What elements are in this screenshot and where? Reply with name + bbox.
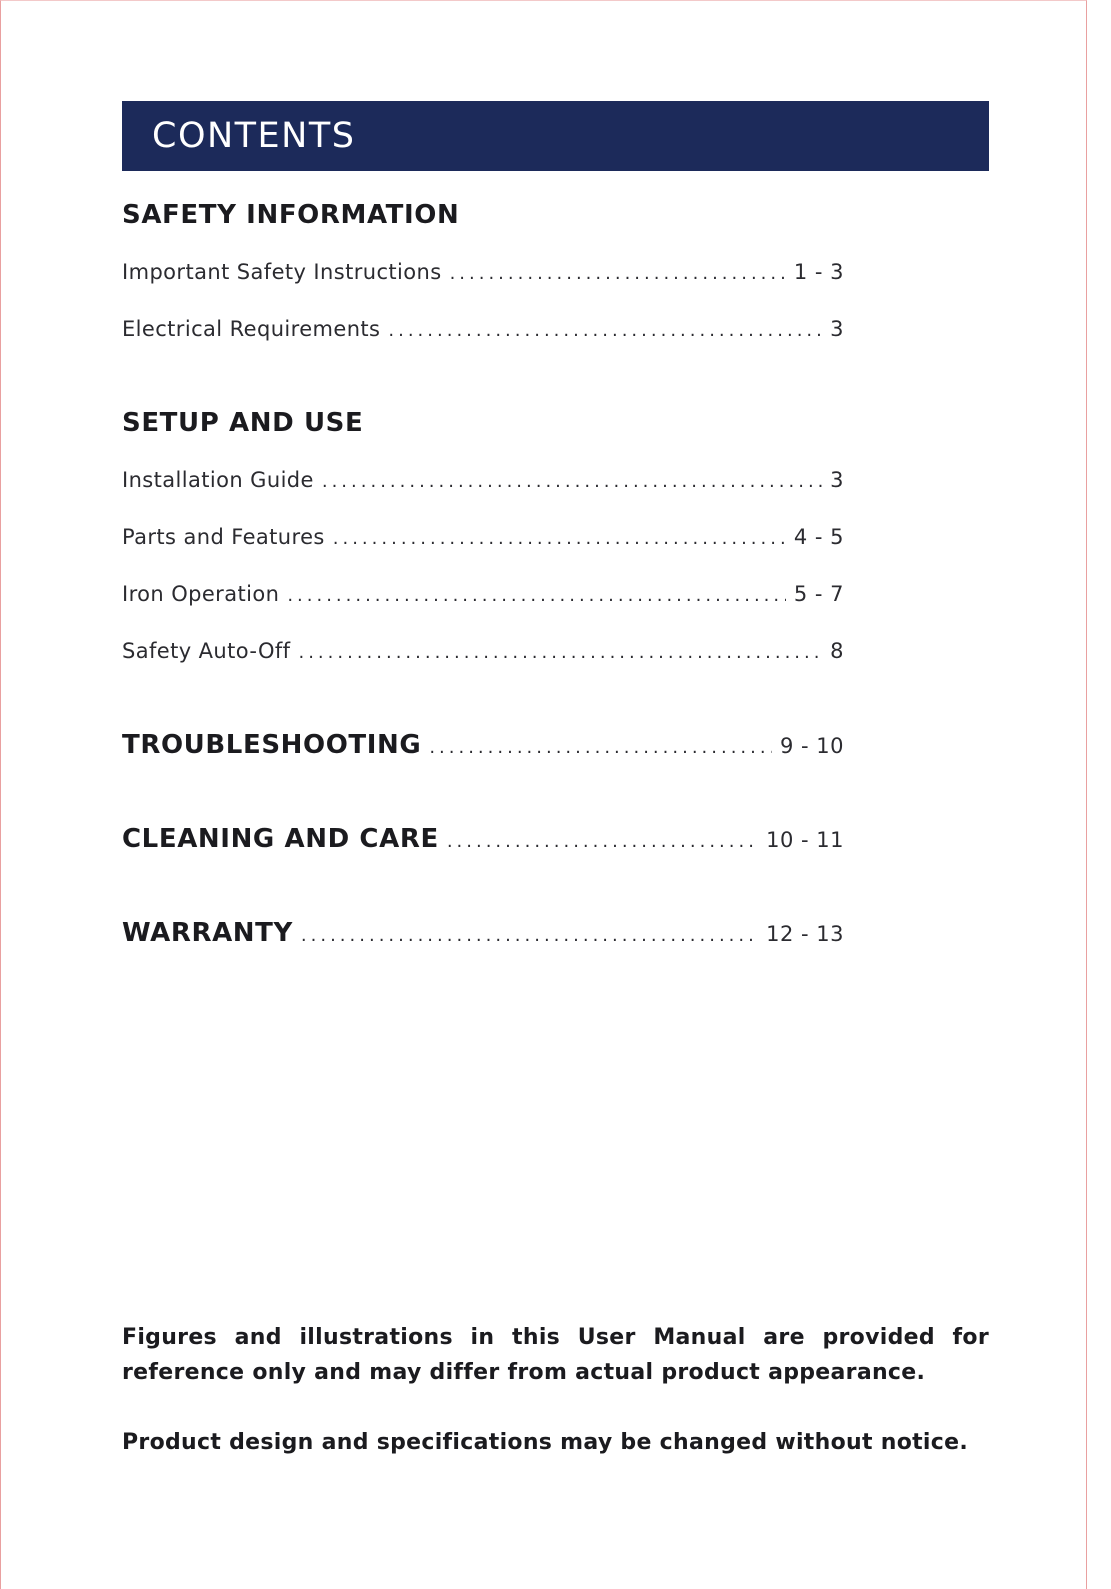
dot-leader [333,528,786,549]
toc-entry-page: 9 - 10 [779,734,844,758]
dot-leader [450,263,786,284]
toc-entry-page: 3 [830,317,844,341]
toc-entry-safety-auto-off[interactable] [122,639,844,663]
toc-entry-label: Electrical Requirements [122,317,381,341]
section-heading-safety-information: SAFETY INFORMATION [122,200,460,230]
toc-entry-label: Important Safety Instructions [122,260,442,284]
toc-entry-installation-guide[interactable] [122,468,844,492]
section-heading-setup-and-use: SETUP AND USE [122,408,364,438]
toc-entry-page: 5 - 7 [793,582,844,606]
toc-entry-label: TROUBLESHOOTING [122,730,422,760]
toc-entry-page: 12 - 13 [766,922,844,946]
toc-entry-label: Parts and Features [122,525,325,549]
toc-entry-label: Safety Auto-Off [122,639,291,663]
specifications-notice: Product design and specifications may be changed without notice. [122,1430,968,1455]
toc-entry-page: 4 - 5 [793,525,844,549]
toc-entry-electrical-requirements[interactable] [122,317,844,341]
toc-entry-page: 3 [830,468,844,492]
contents-banner [122,101,989,171]
toc-entry-iron-operation[interactable] [122,582,844,606]
toc-entry-page: 1 - 3 [793,260,844,284]
toc-entry-troubleshooting[interactable] [122,730,844,760]
dot-leader [429,737,772,758]
dot-leader [287,585,786,606]
dot-leader [322,471,822,492]
toc-entry-cleaning-and-care[interactable] [122,824,844,854]
dot-leader [298,642,822,663]
toc-entry-label: Installation Guide [122,468,314,492]
toc-entry-warranty[interactable] [122,918,844,948]
dot-leader [447,831,758,852]
dot-leader [301,925,758,946]
toc-entry-important-safety-instructions[interactable] [122,260,844,284]
dot-leader [388,320,822,341]
toc-entry-label: WARRANTY [122,918,293,948]
toc-entry-page: 10 - 11 [766,828,844,852]
disclaimer-note: Figures and illustrations in this User Manual are provided for reference only and may differ from actual product appearance. [122,1325,989,1385]
toc-entry-parts-and-features[interactable] [122,525,844,549]
page-title: CONTENTS [152,116,356,156]
toc-entry-label: CLEANING AND CARE [122,824,439,854]
toc-entry-page: 8 [830,639,844,663]
toc-entry-label: Iron Operation [122,582,280,606]
